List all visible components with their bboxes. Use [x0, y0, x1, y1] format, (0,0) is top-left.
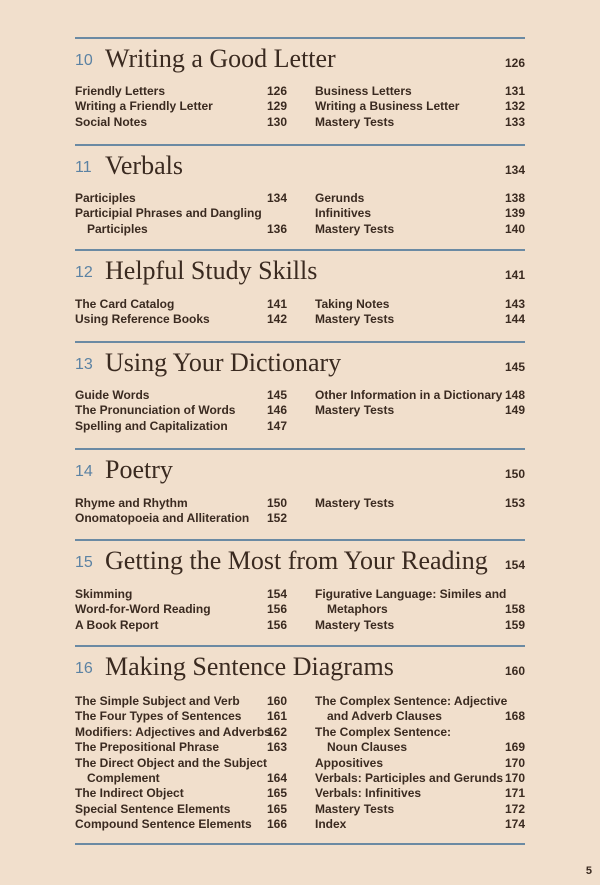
toc-entry	[75, 602, 287, 617]
entry-page: 146	[266, 403, 287, 418]
entry-title: Verbals: Participles and Gerunds	[315, 770, 504, 785]
toc-entry	[315, 84, 525, 99]
entry-title: Complement	[87, 770, 160, 785]
right-column	[315, 694, 525, 833]
section-rule	[75, 341, 525, 343]
entry-title: Compound Sentence Elements	[75, 817, 252, 832]
toc-entry	[75, 587, 287, 602]
toc-entry	[315, 817, 525, 832]
entry-title: The Complex Sentence: Adjective	[315, 694, 508, 708]
entry-title: A Book Report	[75, 617, 159, 632]
entry-page: 170	[504, 770, 525, 785]
chapter-heading	[75, 542, 525, 576]
toc-entry	[315, 403, 525, 418]
chapter-page: 134	[504, 163, 525, 177]
left-column	[75, 496, 287, 527]
entry-title: Mastery Tests	[315, 496, 395, 510]
toc-entry	[75, 312, 287, 327]
left-column	[75, 587, 287, 633]
toc-entry	[75, 191, 287, 206]
toc-entry	[75, 403, 287, 418]
toc-entry	[315, 587, 525, 602]
entry-page: 172	[504, 801, 525, 816]
chapter-page: 150	[504, 467, 525, 481]
entry-page: 158	[504, 602, 525, 617]
entry-page: 164	[266, 770, 287, 785]
chapter-heading	[75, 147, 525, 181]
right-column	[315, 388, 525, 419]
toc-entry	[315, 191, 525, 206]
chapter-title: Using Your Dictionary	[105, 348, 342, 377]
toc-entry	[75, 511, 287, 526]
entry-title: Infinitives	[315, 206, 372, 221]
entry-title: Mastery Tests	[315, 221, 395, 236]
entry-page: 169	[504, 740, 525, 755]
chapter-number: 13	[75, 356, 93, 373]
chapter-title: Getting the Most from Your Reading	[105, 546, 488, 575]
entry-page: 153	[504, 496, 525, 510]
toc-entry	[315, 115, 525, 130]
right-column	[315, 191, 525, 237]
chapter-number: 11	[75, 159, 92, 176]
section-rule	[75, 539, 525, 541]
entry-page: 163	[266, 740, 287, 755]
entry-title: Friendly Letters	[75, 84, 166, 98]
left-column	[75, 388, 287, 434]
entry-page: 145	[266, 388, 287, 402]
entry-title: Other Information in a Dictionary	[315, 388, 503, 402]
entry-page: 161	[266, 709, 287, 724]
toc-entry	[75, 99, 287, 114]
entry-page: 174	[504, 817, 525, 832]
toc-entry	[315, 709, 525, 724]
toc-entry	[315, 206, 525, 221]
chapter-title: Verbals	[105, 151, 183, 180]
entry-page: 166	[266, 817, 287, 832]
entry-title: Index	[315, 817, 347, 832]
entry-title: Rhyme and Rhythm	[75, 496, 188, 510]
left-column	[75, 297, 287, 328]
toc-entry	[315, 786, 525, 801]
toc-entry	[75, 740, 287, 755]
section-rule	[75, 448, 525, 450]
entry-page: 147	[266, 418, 287, 433]
toc-entry	[75, 786, 287, 801]
chapter-heading	[75, 40, 525, 74]
toc-entry	[75, 725, 287, 740]
toc-entry	[75, 771, 287, 786]
toc-entry	[75, 222, 287, 237]
left-column	[75, 191, 287, 237]
entry-title: Figurative Language: Similes and	[315, 587, 507, 601]
chapter-title: Writing a Good Letter	[105, 44, 336, 73]
entry-page: 133	[504, 114, 525, 129]
chapter-number: 12	[75, 264, 93, 281]
toc-entry	[315, 740, 525, 755]
entry-page: 136	[266, 221, 287, 236]
entry-page: 134	[266, 191, 287, 205]
toc-entry	[315, 602, 525, 617]
entry-title: Mastery Tests	[315, 312, 395, 327]
entry-page: 162	[266, 724, 287, 739]
entry-page: 154	[266, 587, 287, 601]
toc-entry	[315, 756, 525, 771]
entry-title: Writing a Business Letter	[315, 99, 460, 114]
toc-entry	[75, 802, 287, 817]
chapter-page: 126	[504, 56, 525, 70]
entry-page: 156	[266, 602, 287, 617]
entry-page: 138	[504, 191, 525, 205]
entry-title: Verbals: Infinitives	[315, 786, 422, 801]
chapter-number: 14	[75, 463, 93, 480]
chapter-number: 15	[75, 554, 93, 571]
section-rule	[75, 645, 525, 647]
chapter-title: Poetry	[105, 455, 173, 484]
toc-entry	[75, 756, 287, 771]
entry-page: 149	[504, 403, 525, 418]
right-column	[315, 496, 525, 511]
chapter-number: 10	[75, 52, 93, 69]
toc-entry	[75, 84, 287, 99]
toc-entry	[315, 694, 525, 709]
entry-page: 126	[266, 84, 287, 98]
chapter-heading	[75, 344, 525, 378]
entry-page: 168	[504, 709, 525, 724]
entry-page: 139	[504, 206, 525, 221]
entry-page: 152	[266, 511, 287, 526]
toc-entry	[75, 419, 287, 434]
entry-page: 132	[504, 99, 525, 114]
entry-page: 165	[266, 786, 287, 801]
entry-title: The Card Catalog	[75, 297, 175, 311]
entry-title: Metaphors	[327, 602, 388, 617]
entry-title: The Simple Subject and Verb	[75, 694, 240, 708]
chapter-heading	[75, 252, 525, 286]
entry-page: 170	[504, 755, 525, 770]
toc-entry	[75, 709, 287, 724]
toc-entry	[75, 618, 287, 633]
toc-entry	[315, 297, 525, 312]
right-column	[315, 587, 525, 633]
entry-title: Appositives	[315, 755, 384, 770]
toc-entry	[75, 115, 287, 130]
toc-entry	[315, 312, 525, 327]
entry-title: Guide Words	[75, 388, 150, 402]
entry-title: Participial Phrases and Dangling	[75, 206, 262, 221]
entry-page: 143	[504, 297, 525, 311]
entry-page: 165	[266, 801, 287, 816]
entry-page: 131	[504, 84, 525, 98]
section-rule	[75, 843, 525, 845]
entry-title: Skimming	[75, 587, 133, 601]
chapter-page: 154	[504, 558, 525, 572]
toc-entry	[315, 99, 525, 114]
entry-title: The Pronunciation of Words	[75, 403, 236, 418]
entry-page: 150	[266, 496, 287, 510]
entry-page: 129	[266, 99, 287, 114]
entry-title: Gerunds	[315, 191, 365, 205]
entry-page: 156	[266, 617, 287, 632]
chapter-heading	[75, 451, 525, 485]
toc-entry	[315, 222, 525, 237]
entry-title: Taking Notes	[315, 297, 390, 311]
chapter-page: 141	[504, 268, 525, 282]
entry-title: Using Reference Books	[75, 312, 210, 327]
toc-entry	[75, 496, 287, 511]
entry-title: Special Sentence Elements	[75, 801, 231, 816]
chapter-title: Helpful Study Skills	[105, 256, 318, 285]
entry-title: Spelling and Capitalization	[75, 418, 228, 433]
left-column	[75, 694, 287, 833]
entry-page: 144	[504, 312, 525, 327]
entry-title: The Four Types of Sentences	[75, 709, 242, 724]
entry-title: Mastery Tests	[315, 801, 395, 816]
section-rule	[75, 144, 525, 146]
toc-entry	[315, 496, 525, 511]
entry-title: Writing a Friendly Letter	[75, 99, 213, 114]
entry-page: 159	[504, 617, 525, 632]
toc-entry	[75, 206, 287, 221]
toc-entry	[315, 725, 525, 740]
section-rule	[75, 249, 525, 251]
chapter-heading	[75, 648, 525, 682]
entry-title: Participles	[87, 221, 148, 236]
entry-title: Mastery Tests	[315, 403, 395, 418]
chapter-title: Making Sentence Diagrams	[105, 652, 394, 681]
entry-title: and Adverb Clauses	[327, 709, 442, 724]
entry-title: The Indirect Object	[75, 786, 184, 801]
entry-page: 160	[266, 694, 287, 708]
entry-title: The Direct Object and the Subject	[75, 755, 268, 770]
entry-title: The Prepositional Phrase	[75, 740, 220, 755]
entry-page: 148	[504, 388, 525, 402]
toc-entry	[315, 618, 525, 633]
page-number: 5	[585, 865, 592, 877]
section-rule	[75, 37, 525, 39]
toc-entry	[315, 802, 525, 817]
toc-entry	[315, 388, 525, 403]
entry-page: 130	[266, 114, 287, 129]
entry-title: Modifiers: Adjectives and Adverbs	[75, 724, 271, 739]
entry-title: The Complex Sentence:	[315, 724, 452, 739]
left-column	[75, 84, 287, 130]
entry-page: 171	[504, 786, 525, 801]
toc-entry	[75, 694, 287, 709]
entry-page: 141	[266, 297, 287, 311]
entry-title: Mastery Tests	[315, 617, 395, 632]
entry-title: Mastery Tests	[315, 114, 395, 129]
entry-title: Participles	[75, 191, 136, 205]
entry-title: Onomatopoeia and Alliteration	[75, 511, 250, 526]
chapter-number: 16	[75, 660, 93, 677]
chapter-page: 145	[504, 360, 525, 374]
entry-title: Social Notes	[75, 114, 148, 129]
entry-title: Business Letters	[315, 84, 412, 98]
entry-title: Word-for-Word Reading	[75, 602, 211, 617]
entry-title: Noun Clauses	[327, 740, 408, 755]
entry-page: 142	[266, 312, 287, 327]
toc-entry	[75, 817, 287, 832]
entry-page: 140	[504, 221, 525, 236]
toc-entry	[315, 771, 525, 786]
toc-entry	[75, 388, 287, 403]
right-column	[315, 297, 525, 328]
right-column	[315, 84, 525, 130]
toc-entry	[75, 297, 287, 312]
chapter-page: 160	[504, 664, 525, 678]
